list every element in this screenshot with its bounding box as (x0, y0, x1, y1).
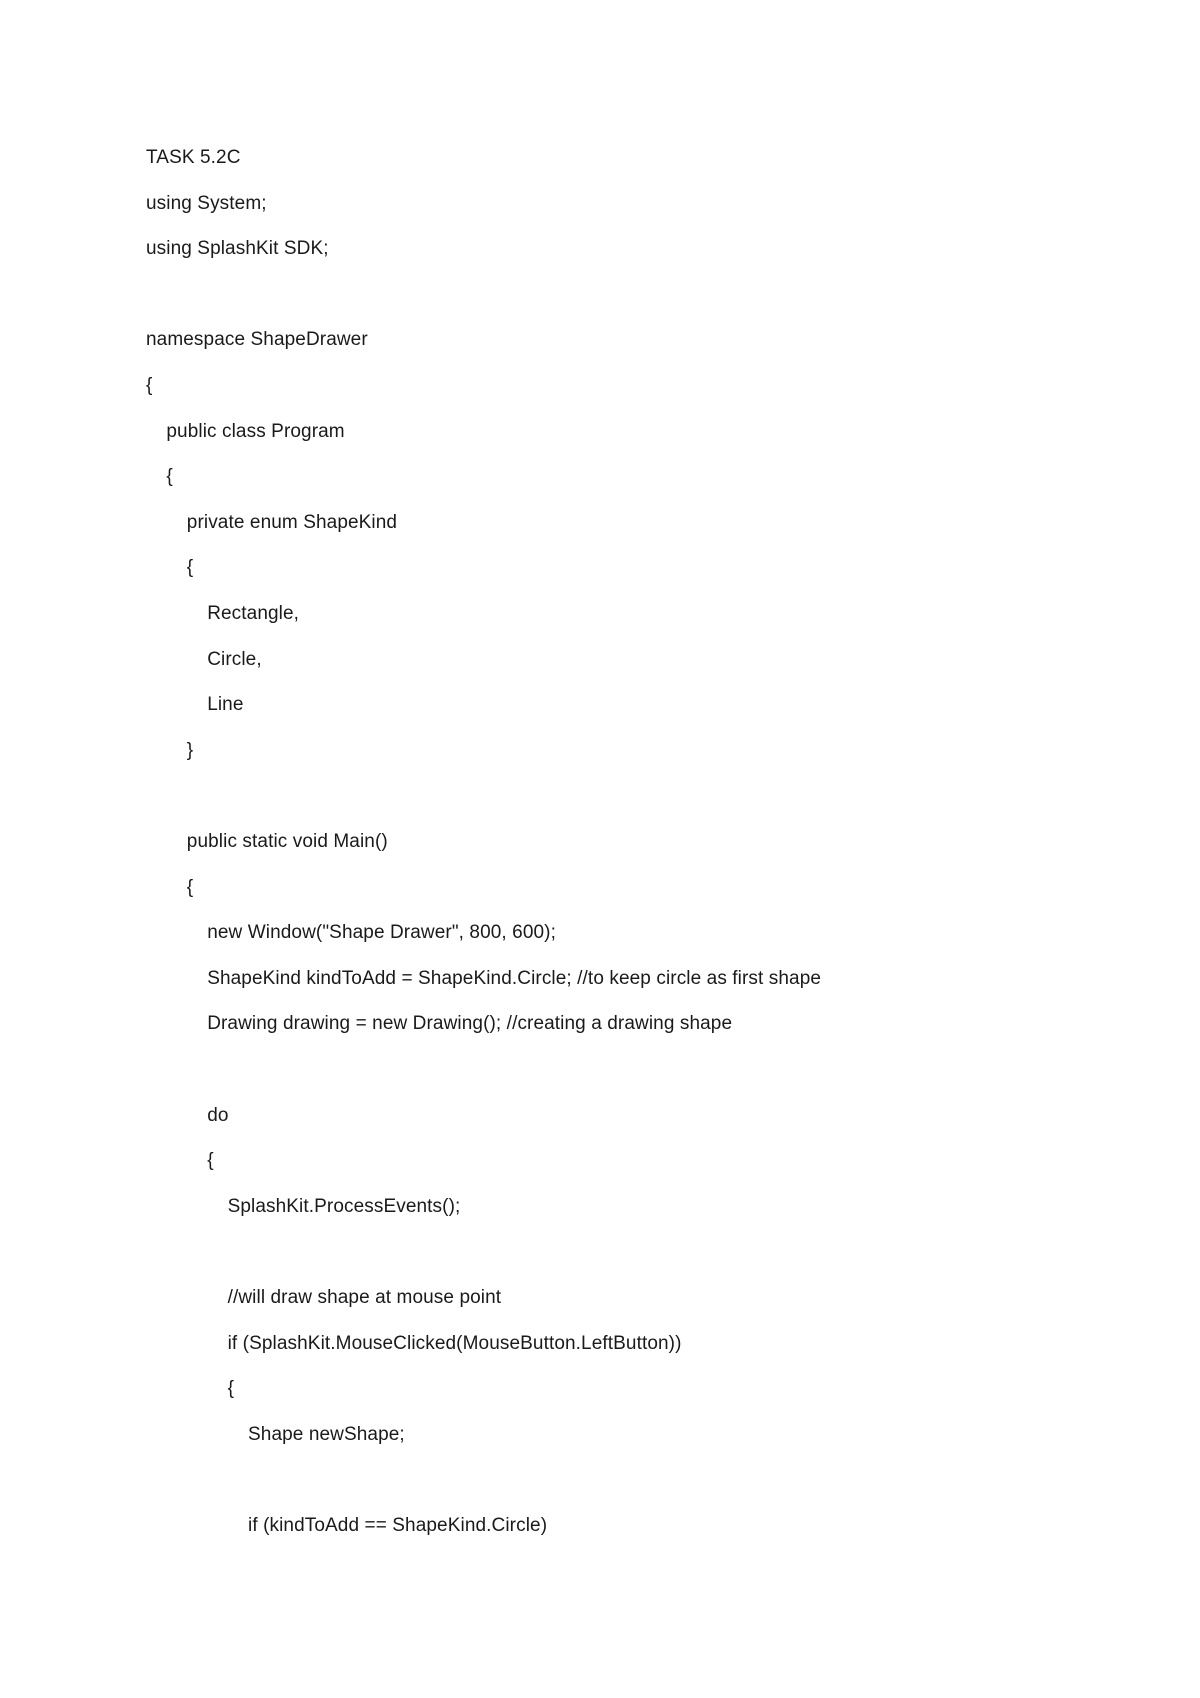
code-line: Shape newShape; (248, 1423, 405, 1445)
code-line: public static void Main() (186, 831, 388, 852)
code-line: { (146, 375, 153, 396)
code-line: using System; (146, 192, 267, 214)
code-line: new Window("Shape Drawer", 800, 600); (207, 922, 556, 944)
code-line: { (166, 466, 173, 488)
code-line: Drawing drawing = new Drawing(); //creating a drawing shape (207, 1013, 733, 1035)
code-line: } (186, 739, 194, 761)
code-line: Rectangle, (207, 603, 300, 624)
code-line: { (186, 876, 194, 898)
code-line: { (207, 1150, 214, 1172)
code-line: private enum ShapeKind (186, 511, 398, 533)
code-line: //will draw shape at mouse point (227, 1287, 502, 1308)
code-line: using SplashKit SDK; (146, 238, 329, 260)
code-line: { (186, 557, 194, 579)
code-line: { (227, 1378, 235, 1400)
code-line: public class Program (166, 420, 345, 442)
code-line: TASK 5.2C (146, 147, 241, 168)
code-line: SplashKit.ProcessEvents(); (227, 1195, 461, 1217)
code-line: if (kindToAdd == ShapeKind.Circle) (248, 1515, 548, 1536)
code-line: Circle, (207, 648, 262, 670)
code-line: if (SplashKit.MouseClicked(MouseButton.LeftButton)) (227, 1332, 682, 1354)
code-line: ShapeKind kindToAdd = ShapeKind.Circle; //to keep circle as first shape (207, 967, 822, 989)
code-line: Line (207, 694, 244, 716)
code-line: do (207, 1104, 229, 1126)
code-line: namespace ShapeDrawer (146, 329, 368, 351)
